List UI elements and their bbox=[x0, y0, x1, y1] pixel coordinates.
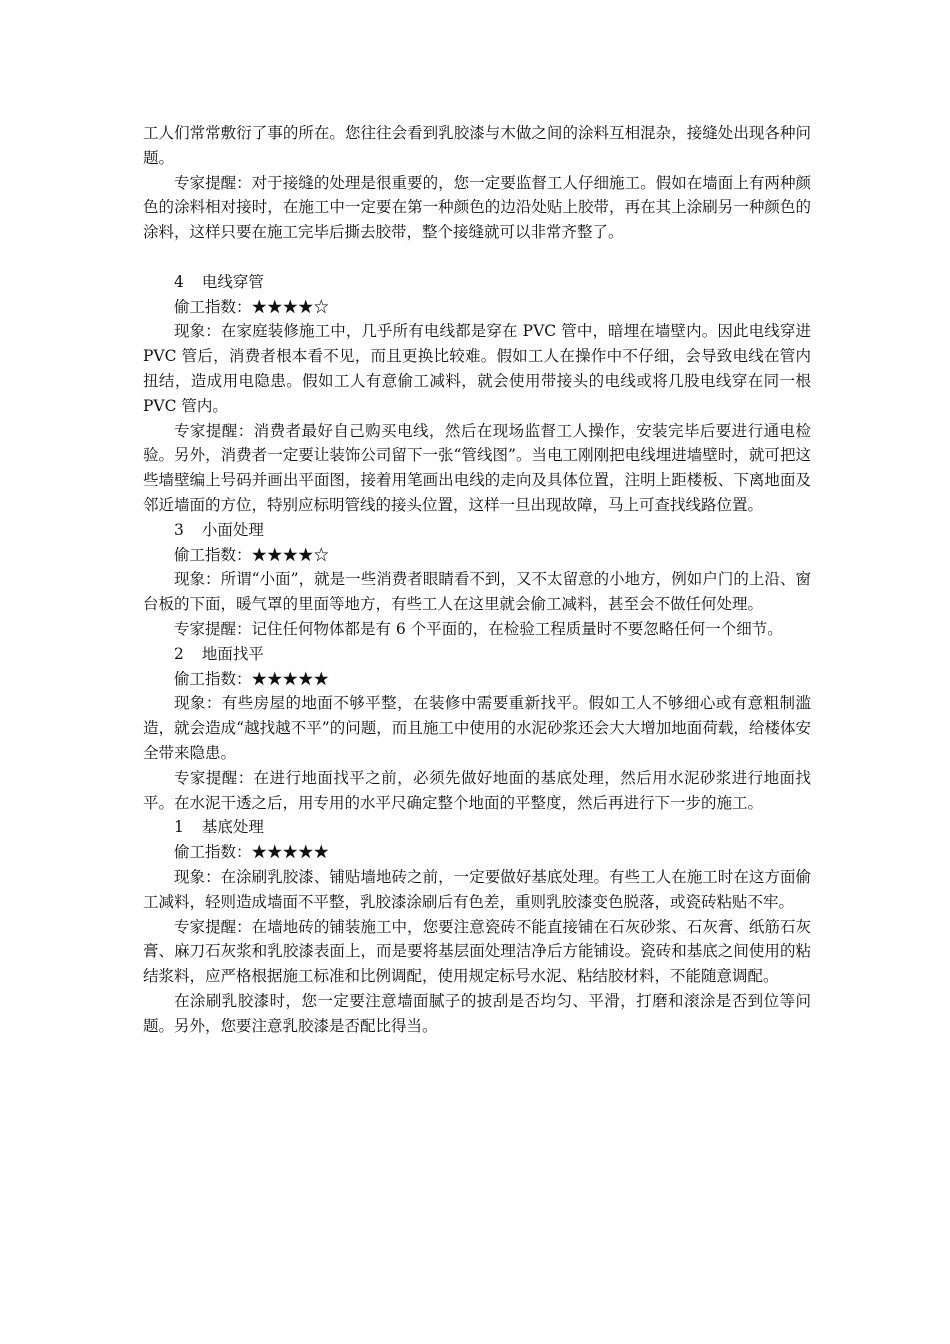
section-heading bbox=[143, 518, 811, 543]
section-phenomenon: 现象：在家庭装修施工中，几乎所有电线都是穿在 PVC 管中，暗埋在墙壁内。因此电线穿进 PVC 管后，消费者根本看不见，而且更换比较难。假如工人在操作中不仔细，会导致电线在管内扭结，造成用电隐患。假如工人有意偷工减料，就会使用带接头的电线或将几股电线穿在同一根 PVC 管内。 bbox=[143, 322, 811, 415]
document-page bbox=[143, 121, 811, 1038]
section-number: 2 bbox=[174, 644, 184, 663]
section-heading bbox=[143, 642, 811, 667]
section-rating: 偷工指数：★★★★☆ bbox=[174, 545, 330, 564]
section-heading bbox=[143, 815, 811, 840]
intro-paragraph: 工人们常常敷衍了事的所在。您往往会看到乳胶漆与木做之间的涂料互相混杂，接缝处出现各种问题。 bbox=[143, 124, 811, 167]
section-number: 1 bbox=[174, 818, 184, 837]
section-title: 电线穿管 bbox=[201, 272, 264, 291]
section-number: 3 bbox=[174, 520, 184, 539]
section-title: 小面处理 bbox=[201, 520, 264, 539]
intro-advice-paragraph: 专家提醒：对于接缝的处理是很重要的，您一定要监督工人仔细施工。假如在墙面上有两种颜色的涂料相对接时，在施工中一定要在第一种颜色的边沿处贴上胶带，再在其上涂刷另一种颜色的涂料，这样只要在施工完毕后撕去胶带，整个接缝就可以非常齐整了。 bbox=[143, 173, 811, 242]
section-heading bbox=[143, 270, 811, 295]
section-wire-conduit bbox=[143, 270, 811, 518]
section-rating: 偷工指数：★★★★☆ bbox=[174, 297, 330, 316]
section-base-treatment bbox=[143, 815, 811, 1038]
section-advice: 专家提醒：在进行地面找平之前，必须先做好地面的基底处理，然后用水泥砂浆进行地面找平。在水泥干透之后，用专用的水平尺确定整个地面的平整度，然后再进行下一步的施工。 bbox=[143, 768, 811, 812]
section-title: 地面找平 bbox=[201, 644, 264, 663]
section-floor-leveling bbox=[143, 642, 811, 816]
section-small-surfaces bbox=[143, 518, 811, 642]
section-spacer bbox=[143, 245, 811, 270]
section-advice: 专家提醒：记住任何物体都是有 6 个平面的，在检验工程质量时不要忽略任何一个细节。 bbox=[174, 619, 783, 638]
section-number: 4 bbox=[174, 272, 184, 291]
section-rating: 偷工指数：★★★★★ bbox=[174, 843, 330, 862]
section-phenomenon: 现象：在涂刷乳胶漆、铺贴墙地砖之前，一定要做好基底处理。有些工人在施工时在这方面偷工减料，轻则造成墙面不平整，乳胶漆涂刷后有色差，重则乳胶漆变色脱落，或瓷砖粘贴不牢。 bbox=[143, 867, 811, 911]
section-phenomenon: 现象：所谓“小面”，就是一些消费者眼睛看不到，又不太留意的小地方，例如户门的上沿、窗台板的下面，暖气罩的里面等地方，有些工人在这里就会偷工减料，甚至会不做任何处理。 bbox=[143, 570, 811, 614]
section-rating: 偷工指数：★★★★★ bbox=[174, 669, 330, 688]
section-phenomenon: 现象：有些房屋的地面不够平整，在装修中需要重新找平。假如工人不够细心或有意粗制滥造，就会造成“越找越不平”的问题，而且施工中使用的水泥砂浆还会大大增加地面荷载，给楼体安全带来隐患。 bbox=[143, 694, 811, 762]
section-extra-advice: 在涂刷乳胶漆时，您一定要注意墙面腻子的披刮是否均匀、平滑，打磨和滚涂是否到位等问题。另外，您要注意乳胶漆是否配比得当。 bbox=[143, 991, 811, 1035]
section-advice: 专家提醒：消费者最好自己购买电线，然后在现场监督工人操作，安装完毕后要进行通电检验。另外，消费者一定要让装饰公司留下一张“管线图”。当电工刚刚把电线埋进墙壁时，就可把这些墙壁编上号码并画出平面图，接着用笔画出电线的走向及具体位置，注明上距楼板、下离地面及邻近墙面的方位，特别应标明管线的接头位置，这样一旦出现故障，马上可查找线路位置。 bbox=[143, 421, 811, 514]
section-title: 基底处理 bbox=[201, 818, 264, 837]
section-advice: 专家提醒：在墙地砖的铺装施工中，您要注意瓷砖不能直接铺在石灰砂浆、石灰膏、纸筋石灰膏、麻刀石灰浆和乳胶漆表面上，而是要将基层面处理洁净后方能铺设。瓷砖和基底之间使用的粘结浆料，应严格根据施工标准和比例调配，使用规定标号水泥、粘结胶材料，不能随意调配。 bbox=[143, 917, 811, 986]
